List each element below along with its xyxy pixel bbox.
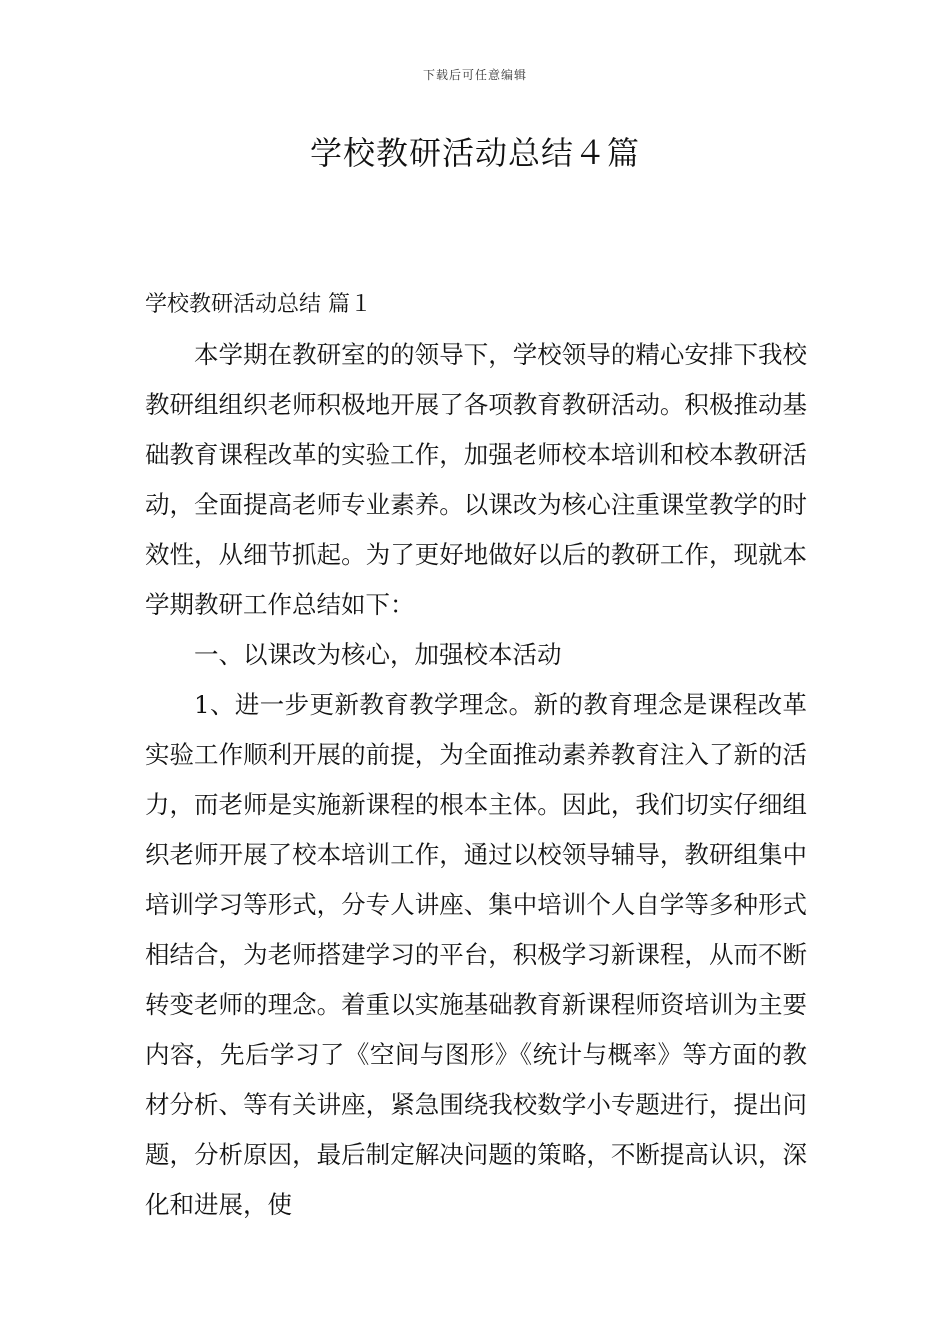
paragraph-intro: 本学期在教研室的的领导下，学校领导的精心安排下我校教研组组织老师积极地开展了各项教育教研活动。积极推动基础教育课程改革的实验工作，加强老师校本培训和校本教研活动，全面提高老师专业素养。以课改为核心注重课堂教学的时效性，从细节抓起。为了更好地做好以后的教研工作，现就本学期教研工作总结如下： <box>145 340 807 619</box>
header-note: 下载后可任意编辑 <box>422 68 527 82</box>
paragraph-item-1: 1、进一步更新教育教学理念。新的教育理念是课程改革实验工作顺利开展的前提，为全面推动素养教育注入了新的活力，而老师是实施新课程的根本主体。因此，我们切实仔细组织老师开展了校本培训工作，通过以校领导辅导，教研组集中培训学习等形式，分专人讲座、集中培训个人自学等多种形式相结合，为老师搭建学习的平台，积极学习新课程，从而不断转变老师的理念。着重以实施基础教育新课程师资培训为主要内容，先后学习了《空间与图形》《统计与概率》等方面的教材分析、等有关讲座，紧急围绕我校数学小专题进行，提出问题，分析原因，最后制定解决问题的策略，不断提高认识，深化和进展，使 <box>145 690 807 1219</box>
document-title: 学校教研活动总结４篇 <box>309 134 640 172</box>
paragraph-subheading: 一、以课改为核心，加强校本活动 <box>194 640 562 669</box>
section-heading: 学校教研活动总结 篇１ <box>145 292 372 317</box>
document-body <box>145 280 807 1230</box>
